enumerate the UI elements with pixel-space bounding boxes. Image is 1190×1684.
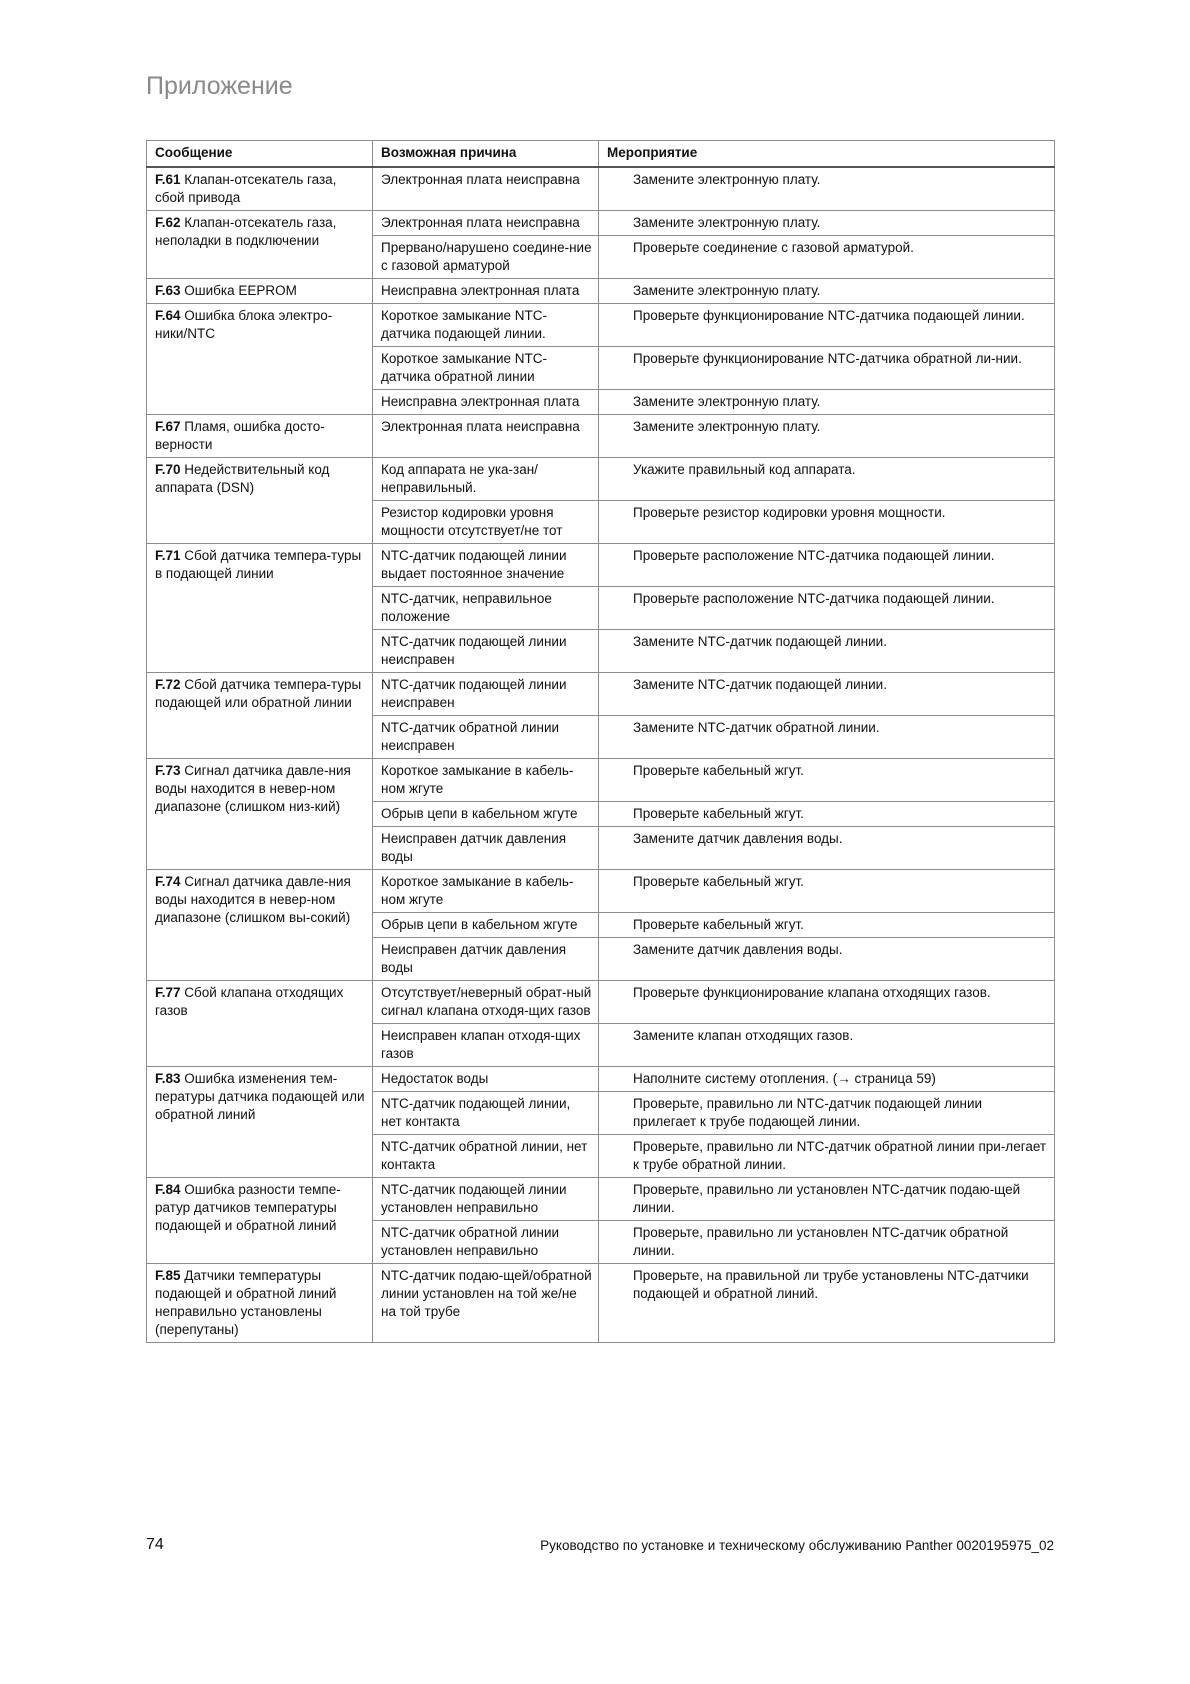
measure-cell: Проверьте функционирование клапана отходящих газов.	[599, 981, 1055, 1024]
table-header-row	[147, 141, 1055, 168]
footer-document-title: Руководство по установке и техническому обслуживанию Panther 0020195975_02	[540, 1538, 1054, 1553]
message-cell	[147, 167, 373, 211]
message-cell	[147, 211, 373, 279]
cause-cell: Короткое замыкание NTC-датчика подающей линии.	[373, 304, 599, 347]
message-cell	[147, 759, 373, 870]
cause-cell: Отсутствует/неверный обрат-ный сигнал клапана отходя-щих газов	[373, 981, 599, 1024]
message-cell	[147, 981, 373, 1067]
message-cell	[147, 544, 373, 673]
measure-cell: Замените электронную плату.	[599, 279, 1055, 304]
cause-cell: Недостаток воды	[373, 1067, 599, 1092]
fault-code: F.62	[155, 215, 181, 230]
cause-cell: Короткое замыкание в кабель-ном жгуте	[373, 759, 599, 802]
fault-message: Пламя, ошибка досто-верности	[155, 419, 325, 452]
section-title: Приложение	[146, 72, 293, 100]
table-row	[147, 211, 1055, 236]
measure-cell: Проверьте, правильно ли NTC-датчик обратной линии при-легает к трубе обратной линии.	[599, 1135, 1055, 1178]
cause-cell: NTC-датчик подаю-щей/обратной линии установлен на той же/не на той трубе	[373, 1264, 599, 1343]
measure-cell: Укажите правильный код аппарата.	[599, 458, 1055, 501]
fault-code: F.72	[155, 677, 181, 692]
fault-message: Ошибка разности темпе-ратур датчиков температуры подающей и обратной линий	[155, 1182, 341, 1233]
measure-cell: Замените NTC-датчик подающей линии.	[599, 673, 1055, 716]
measure-cell: Проверьте кабельный жгут.	[599, 759, 1055, 802]
measure-cell: Замените клапан отходящих газов.	[599, 1024, 1055, 1067]
fault-codes-table	[146, 140, 1055, 1343]
fault-code: F.85	[155, 1268, 181, 1283]
cause-cell: Неисправна электронная плата	[373, 279, 599, 304]
fault-message: Сигнал датчика давле-ния воды находится в невер-ном диапазоне (слишком вы-сокий)	[155, 874, 351, 925]
fault-message: Клапан-отсекатель газа, неполадки в подключении	[155, 215, 337, 248]
fault-code: F.63	[155, 283, 181, 298]
table-row	[147, 415, 1055, 458]
measure-cell: Проверьте функционирование NTC-датчика обратной ли-нии.	[599, 347, 1055, 390]
message-cell	[147, 870, 373, 981]
fault-message: Ошибка блока электро-ники/NTC	[155, 308, 333, 341]
cause-cell: NTC-датчик подающей линии неисправен	[373, 630, 599, 673]
table-row	[147, 673, 1055, 716]
header-cause: Возможная причина	[373, 141, 599, 168]
cause-cell: Электронная плата неисправна	[373, 211, 599, 236]
message-cell	[147, 304, 373, 415]
cause-cell: NTC-датчик обратной линии установлен неправильно	[373, 1221, 599, 1264]
fault-message: Сбой датчика темпера-туры подающей или обратной линии	[155, 677, 362, 710]
table-row	[147, 544, 1055, 587]
fault-message: Ошибка изменения тем-пературы датчика подающей или обратной линий	[155, 1071, 365, 1122]
table-row	[147, 1264, 1055, 1343]
message-cell	[147, 415, 373, 458]
measure-cell: Проверьте, на правильной ли трубе установлены NTC-датчики подающей и обратной линий.	[599, 1264, 1055, 1343]
measure-cell: Проверьте, правильно ли NTC-датчик подающей линии прилегает к трубе подающей линии.	[599, 1092, 1055, 1135]
cause-cell: NTC-датчик подающей линии, нет контакта	[373, 1092, 599, 1135]
measure-cell: Замените электронную плату.	[599, 415, 1055, 458]
measure-cell: Проверьте кабельный жгут.	[599, 870, 1055, 913]
message-cell	[147, 458, 373, 544]
table-row	[147, 167, 1055, 211]
table-row	[147, 304, 1055, 347]
fault-message: Сигнал датчика давле-ния воды находится в невер-ном диапазоне (слишком низ-кий)	[155, 763, 351, 814]
message-cell	[147, 1067, 373, 1178]
cause-cell: Обрыв цепи в кабельном жгуте	[373, 913, 599, 938]
page-number: 74	[146, 1536, 164, 1553]
cause-cell: NTC-датчик, неправильное положение	[373, 587, 599, 630]
fault-code: F.77	[155, 985, 181, 1000]
measure-cell: Проверьте функционирование NTC-датчика подающей линии.	[599, 304, 1055, 347]
table-row	[147, 870, 1055, 913]
fault-message: Недействительный код аппарата (DSN)	[155, 462, 330, 495]
measure-cell: Замените электронную плату.	[599, 211, 1055, 236]
cause-cell: NTC-датчик подающей линии неисправен	[373, 673, 599, 716]
fault-code: F.71	[155, 548, 181, 563]
cause-cell: Короткое замыкание в кабель-ном жгуте	[373, 870, 599, 913]
table-row	[147, 759, 1055, 802]
fault-message: Клапан-отсекатель газа, сбой привода	[155, 172, 337, 205]
fault-code: F.83	[155, 1071, 181, 1086]
table-row	[147, 458, 1055, 501]
message-cell	[147, 673, 373, 759]
cause-cell: NTC-датчик подающей линии выдает постоянное значение	[373, 544, 599, 587]
measure-cell: Замените электронную плату.	[599, 167, 1055, 211]
fault-code: F.64	[155, 308, 181, 323]
measure-cell: Замените NTC-датчик обратной линии.	[599, 716, 1055, 759]
measure-cell: Проверьте соединение с газовой арматурой.	[599, 236, 1055, 279]
header-message: Сообщение	[147, 141, 373, 168]
fault-message: Датчики температуры подающей и обратной линий неправильно установлены (перепутаны)	[155, 1268, 337, 1337]
fault-message: Сбой датчика темпера-туры в подающей линии	[155, 548, 362, 581]
message-cell	[147, 1178, 373, 1264]
measure-cell: Проверьте резистор кодировки уровня мощности.	[599, 501, 1055, 544]
measure-cell: Проверьте, правильно ли установлен NTC-датчик подаю-щей линии.	[599, 1178, 1055, 1221]
message-cell	[147, 279, 373, 304]
measure-cell: Проверьте расположение NTC-датчика подающей линии.	[599, 544, 1055, 587]
cause-cell: Неисправен клапан отходя-щих газов	[373, 1024, 599, 1067]
measure-cell: Замените NTC-датчик подающей линии.	[599, 630, 1055, 673]
measure-cell: Замените электронную плату.	[599, 390, 1055, 415]
measure-cell: Наполните систему отопления. (→ страница 59)	[599, 1067, 1055, 1092]
cause-cell: Код аппарата не ука-зан/неправильный.	[373, 458, 599, 501]
fault-code: F.74	[155, 874, 181, 889]
message-cell	[147, 1264, 373, 1343]
measure-cell: Замените датчик давления воды.	[599, 827, 1055, 870]
cause-cell: Резистор кодировки уровня мощности отсутствует/не тот	[373, 501, 599, 544]
measure-cell: Проверьте кабельный жгут.	[599, 802, 1055, 827]
measure-cell: Проверьте кабельный жгут.	[599, 913, 1055, 938]
cause-cell: NTC-датчик обратной линии неисправен	[373, 716, 599, 759]
table-row	[147, 1067, 1055, 1092]
header-measure: Мероприятие	[599, 141, 1055, 168]
cause-cell: Электронная плата неисправна	[373, 415, 599, 458]
cause-cell: Электронная плата неисправна	[373, 167, 599, 211]
cause-cell: NTC-датчик подающей линии установлен неправильно	[373, 1178, 599, 1221]
fault-code: F.84	[155, 1182, 181, 1197]
table-row	[147, 1178, 1055, 1221]
fault-code: F.73	[155, 763, 181, 778]
table-body	[147, 167, 1055, 1343]
cause-cell: Короткое замыкание NTC-датчика обратной линии	[373, 347, 599, 390]
measure-cell: Проверьте расположение NTC-датчика подающей линии.	[599, 587, 1055, 630]
cause-cell: Неисправен датчик давления воды	[373, 938, 599, 981]
fault-message: Сбой клапана отходящих газов	[155, 985, 344, 1018]
cause-cell: Обрыв цепи в кабельном жгуте	[373, 802, 599, 827]
cause-cell: NTC-датчик обратной линии, нет контакта	[373, 1135, 599, 1178]
fault-code: F.67	[155, 419, 181, 434]
fault-message: Ошибка EEPROM	[184, 283, 297, 298]
table-row	[147, 981, 1055, 1024]
cause-cell: Неисправна электронная плата	[373, 390, 599, 415]
measure-cell: Проверьте, правильно ли установлен NTC-датчик обратной линии.	[599, 1221, 1055, 1264]
cause-cell: Прервано/нарушено соедине-ние с газовой арматурой	[373, 236, 599, 279]
table-row	[147, 279, 1055, 304]
fault-code: F.70	[155, 462, 181, 477]
fault-code: F.61	[155, 172, 181, 187]
cause-cell: Неисправен датчик давления воды	[373, 827, 599, 870]
measure-cell: Замените датчик давления воды.	[599, 938, 1055, 981]
